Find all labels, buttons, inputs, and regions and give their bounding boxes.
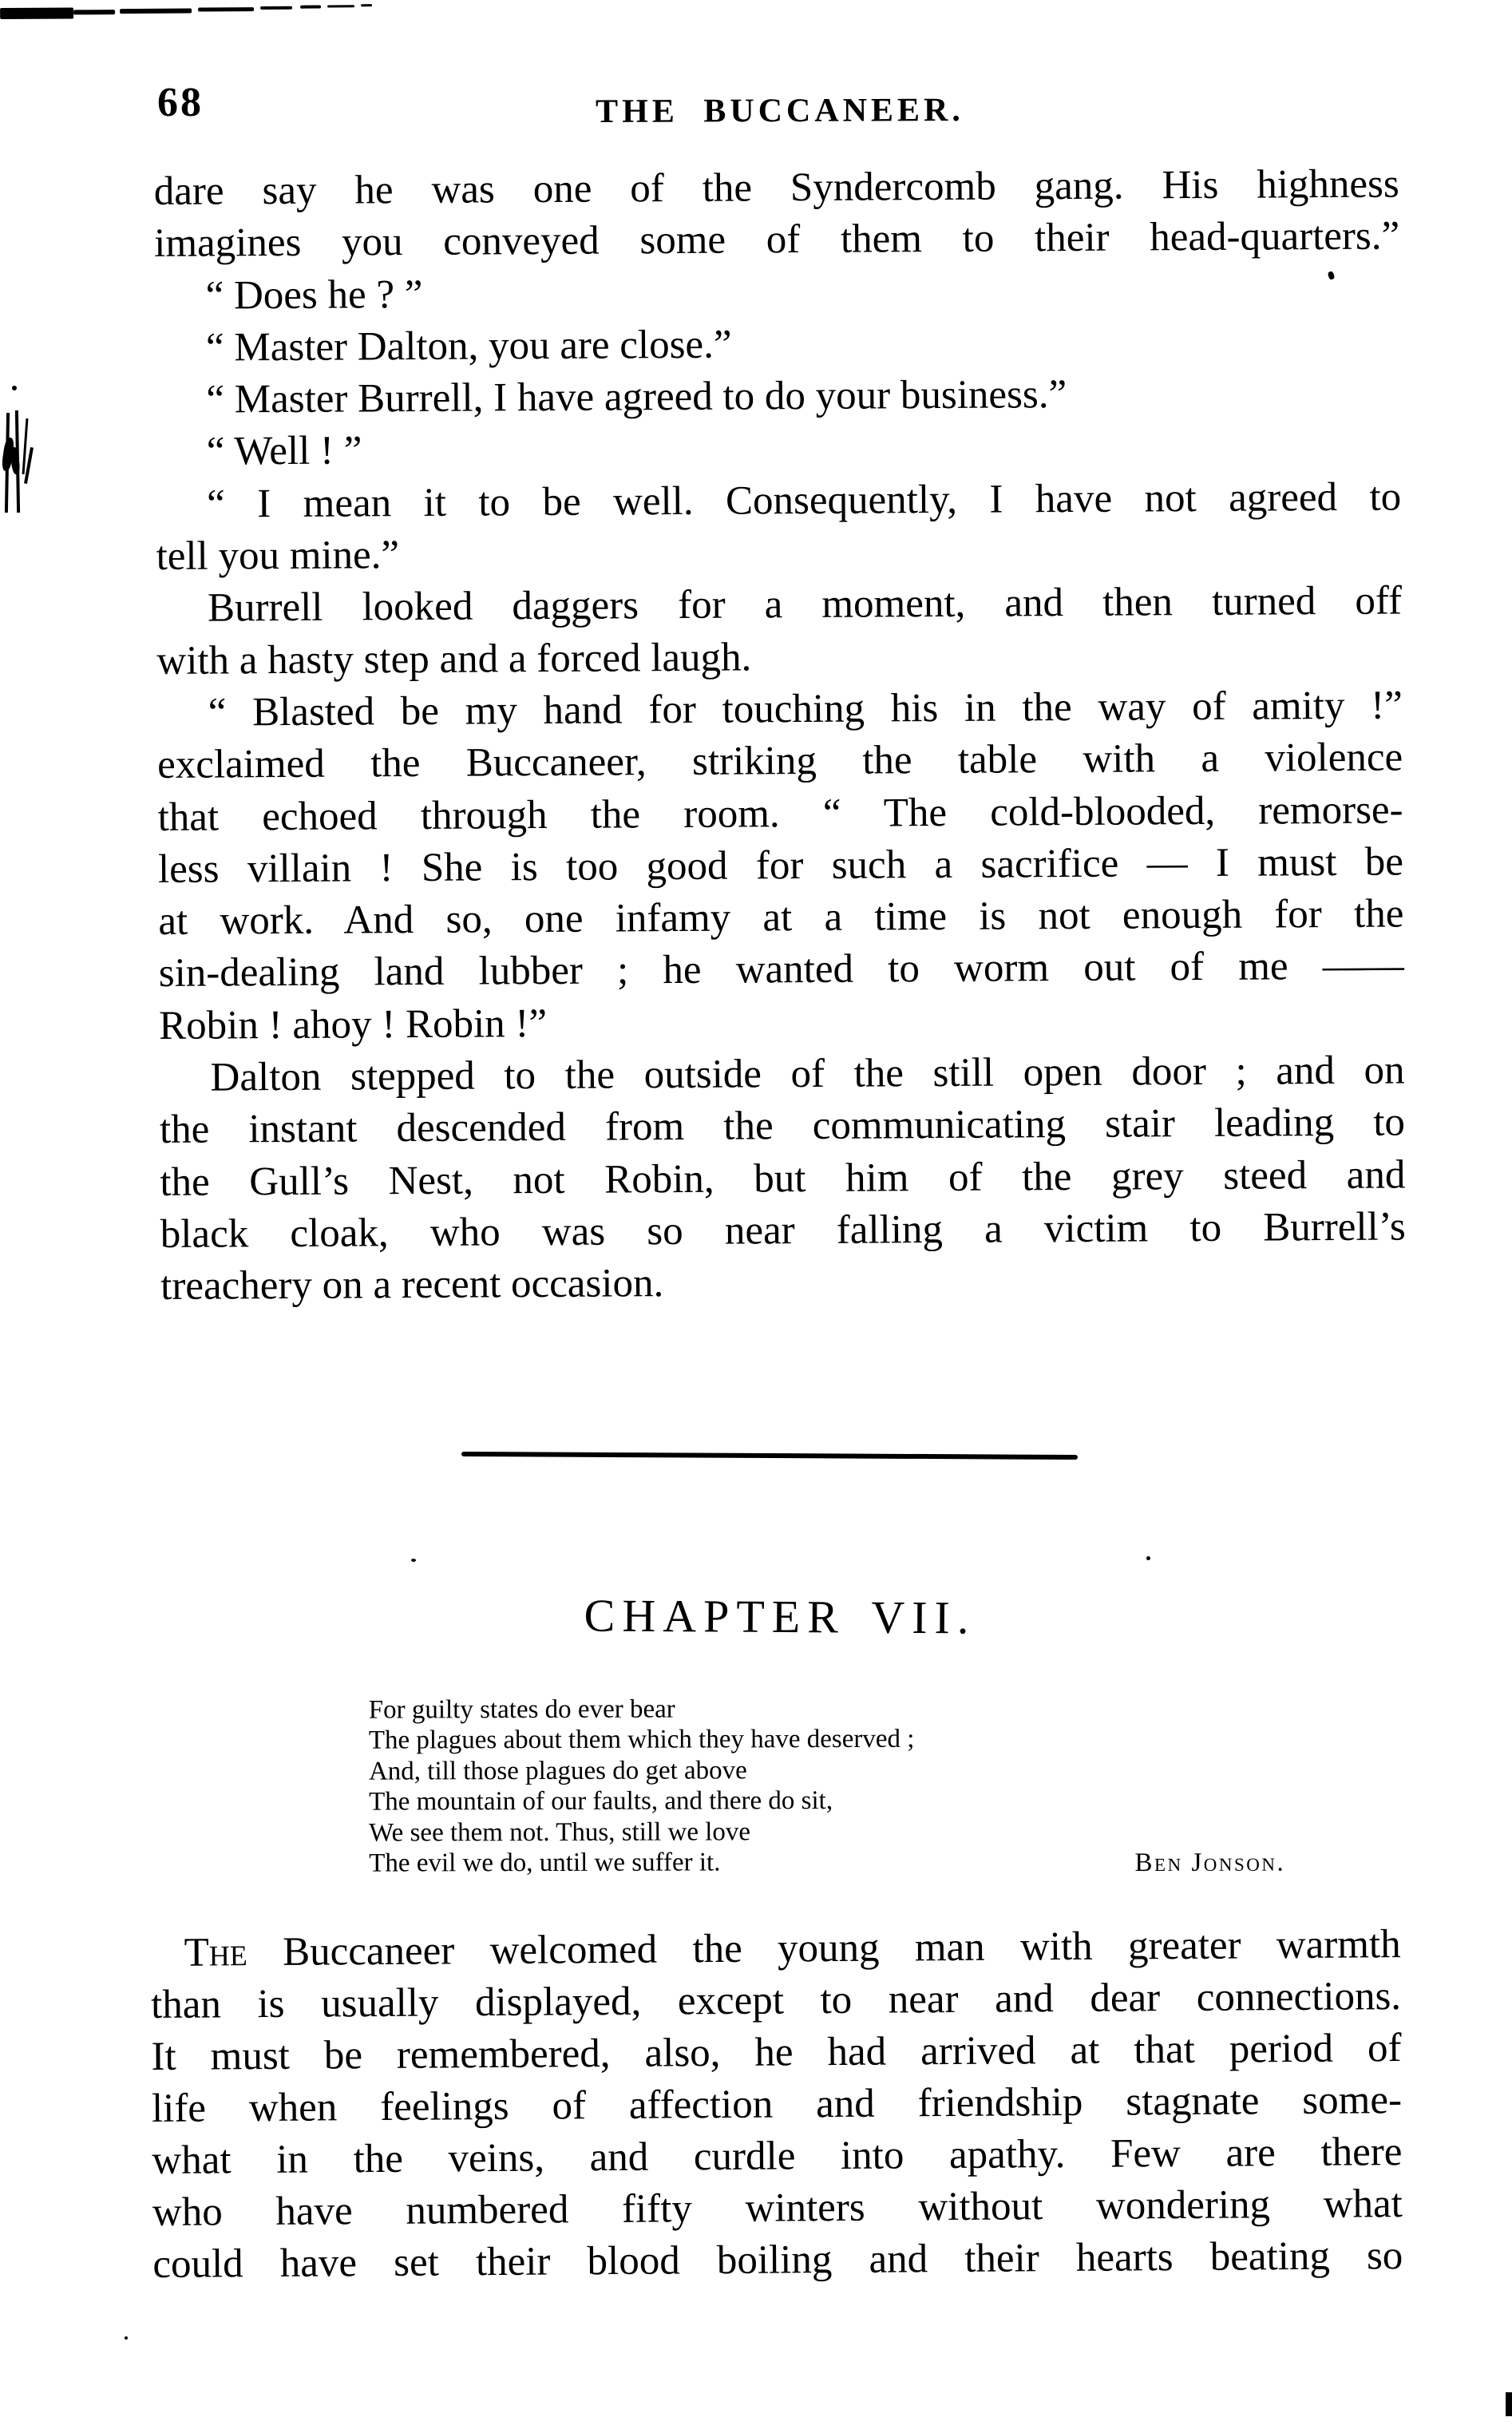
scan-artifact-speck (1146, 1556, 1150, 1560)
epigraph-attribution: Ben Jonson. (1134, 1848, 1286, 1877)
text-line: treachery on a recent occasion. (160, 1261, 664, 1310)
page-number: 68 (157, 80, 204, 125)
text-line: who have numbered fifty winters without wondering what (152, 2181, 1403, 2235)
text-line-rest: Buccaneer welcomed the young man with greater warmth (247, 1922, 1401, 1975)
scan-artifact-segment (198, 7, 254, 11)
text-line: “ Master Dalton, you are close.” (205, 322, 732, 370)
section-divider-rule (461, 1452, 1078, 1460)
scan-artifact-segment (300, 6, 321, 9)
text-line: Dalton stepped to the outside of the still open door ; and on (210, 1048, 1405, 1100)
scan-artifact-segment (260, 6, 292, 10)
scan-artifact-segment (361, 4, 372, 6)
chapter-opening-paragraph (150, 1919, 1403, 2291)
scan-artifact-segment (73, 10, 115, 14)
scan-artifact-dot (12, 386, 17, 390)
epigraph-line: And, till those plagues do get above (368, 1756, 747, 1786)
text-line (150, 1919, 1400, 1979)
epigraph-line: The plagues about them which they have deserved ; (368, 1725, 915, 1755)
text-line: at work. And so, one infamy at a time is not enough for the (158, 891, 1404, 945)
scan-artifact-edge-tick (1506, 2392, 1512, 2416)
text-line: the Gull’s Nest, not Robin, but him of the grey steed and (160, 1152, 1406, 1205)
scan-artifact-segment (0, 7, 73, 19)
text-line: “ Master Burrell, I have agreed to do your business.” (206, 372, 1067, 422)
epigraph-line: We see them not. Thus, still we love (369, 1817, 751, 1848)
scan-artifact-segment (120, 9, 192, 14)
epigraph-line: The evil we do, until we suffer it. (369, 1848, 721, 1878)
scan-artifact-top-edge-smudge (0, 0, 383, 27)
text-line: with a hasty step and a forced laugh. (156, 635, 752, 684)
text-line: could have set their blood boiling and their hearts beating so (152, 2233, 1403, 2287)
scan-artifact-speck (125, 2336, 128, 2340)
text-line: that echoed through the room. “ The cold-blooded, remorse- (157, 787, 1403, 840)
chapter-heading: CHAPTER VII. (584, 1589, 976, 1644)
text-line: “ Blasted be my hand for touching his in the way of amity !” (208, 683, 1403, 735)
text-line: than is usually displayed, except to near and dear connections. (150, 1974, 1402, 2028)
text-line: what in the veins, and curdle into apathy. Few are there (152, 2130, 1403, 2183)
scan-artifact-speck (411, 1559, 416, 1562)
text-line: Burrell looked daggers for a moment, and then turned off (207, 578, 1403, 631)
text-line: It must be remembered, also, he had arrived at that period of (151, 2026, 1402, 2080)
text-line: Robin ! ahoy ! Robin !” (159, 1001, 548, 1048)
chapter-epigraph (369, 1692, 1328, 1880)
text-line: black cloak, who was so near falling a victim to Burrell’s (160, 1204, 1406, 1257)
text-line: “ Does he ? ” (205, 271, 423, 319)
running-title: THE BUCCANEER. (596, 91, 964, 131)
text-line: the instant descended from the communicating stair leading to (159, 1100, 1406, 1153)
text-line: imagines you conveyed some of them to their head-quarters.” (154, 213, 1400, 267)
text-line: “ I mean it to be well. Consequently, I have not agreed to (207, 474, 1402, 527)
epigraph-line: The mountain of our faults, and there do sit, (369, 1786, 833, 1817)
text-line: “ Well ! ” (206, 428, 362, 475)
text-line: tell you mine.” (156, 533, 400, 580)
text-line: dare say he was one of the Syndercomb gang. His highness (153, 161, 1399, 215)
epigraph-line: For guilty states do ever bear (368, 1694, 675, 1725)
small-caps-first-word: The (184, 1930, 247, 1975)
text-line: life when feelings of affection and friendship stagnate some- (151, 2078, 1403, 2131)
text-line: exclaimed the Buccaneer, striking the table with a violence (157, 735, 1403, 788)
text-line: sin-dealing land lubber ; he wanted to worm out of me —— (158, 943, 1404, 997)
text-line: less villain ! She is too good for such a sacrifice — I must be (157, 839, 1404, 892)
body-text-block (154, 158, 1407, 1313)
scan-artifact-segment (327, 5, 354, 7)
